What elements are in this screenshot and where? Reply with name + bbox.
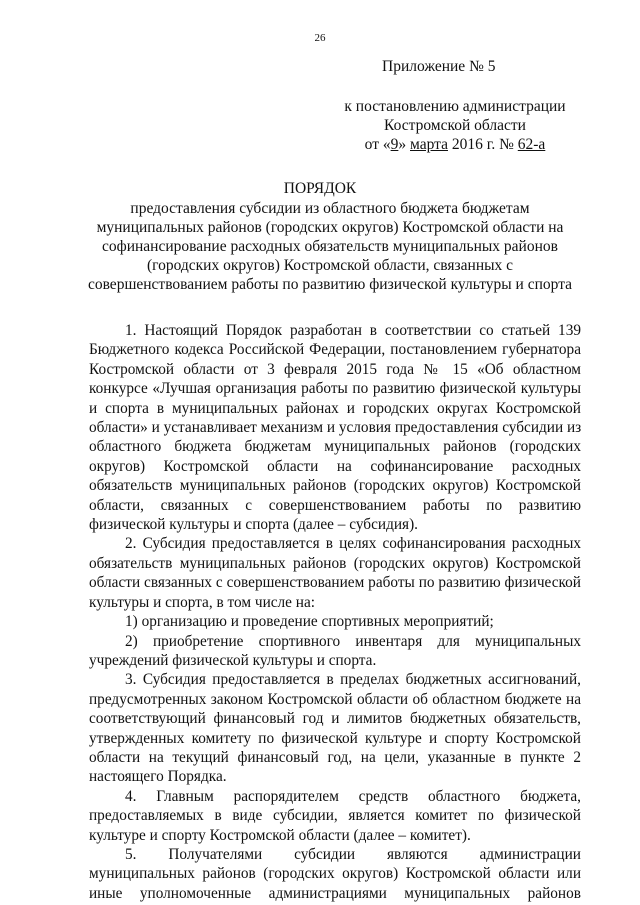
paragraph-3 — [89, 612, 581, 631]
paragraph-line: Бюджетного кодекса Российской Федерации, постановлением губернатора — [89, 341, 581, 359]
date-month: марта — [410, 136, 448, 153]
subtitle-line: муниципальных районов (городских округов) Костромской области на — [96, 219, 564, 236]
paragraph-line: округов) Костромской области на софинансирование расходных — [89, 457, 581, 475]
paragraph-line: обязательств муниципальных районов (городских округов) Костромской — [89, 477, 581, 495]
resolution-line-2: Костромской области — [384, 117, 526, 134]
paragraph-line: 5. Получателями субсидии являются администрации — [125, 845, 581, 863]
paragraph-line: и спорта в муниципальных районах и городских округах Костромской — [89, 399, 581, 417]
paragraph-line: области, связанных с совершенствованием работы по развитию — [89, 496, 581, 514]
paragraph-5 — [89, 670, 581, 786]
paragraph-6 — [89, 787, 581, 845]
paragraph-line: настоящего Порядка. — [89, 768, 227, 786]
paragraph-line: 2) приобретение спортивного инвентаря для муниципальных — [125, 632, 581, 650]
document-body — [89, 321, 581, 903]
paragraph-line: культуре и спорту Костромской области (далее – комитет). — [89, 826, 471, 844]
subtitle-line: (городских округов) Костромской области, связанных с — [146, 257, 514, 274]
paragraph-line: соответствующий финансовый год и лимитов бюджетных обязательств, — [89, 710, 581, 728]
subtitle-line: предоставления субсидии из областного бюджета бюджетам — [130, 200, 530, 217]
document-subtitle — [60, 199, 600, 294]
date-mid: » — [398, 136, 410, 153]
paragraph-line: области на текущий финансовый год, на цели, указанные в пункте 2 — [89, 748, 581, 766]
paragraph-line: 1. Настоящий Порядок разработан в соответствии со статьей 139 — [125, 322, 581, 339]
paragraph-line: иные уполномоченные администрациями муниципальных районов — [89, 884, 581, 902]
resolution-number: 62-а — [517, 136, 546, 153]
paragraph-line: конкурсе «Лучшая организация работы по развитию физической культуры — [89, 380, 581, 398]
paragraph-line: 4. Главным распорядителем средств областного бюджета, — [125, 787, 581, 805]
paragraph-line: предоставляемых в виде субсидии, является комитет по физической — [89, 807, 581, 825]
paragraph-7 — [89, 845, 581, 903]
date-year: 2016 г. № — [447, 136, 518, 153]
paragraph-4 — [89, 632, 581, 671]
paragraph-line: 3. Субсидия предоставляется в пределах бюджетных ассигнований, — [125, 671, 581, 689]
paragraph-line: культуры и спорта, в том числе на: — [89, 593, 316, 611]
paragraph-line: утвержденных комитету по физической культуре и спорту Костромской — [89, 729, 581, 747]
paragraph-line: области» и устанавливает механизм и условия предоставления субсидии из — [89, 419, 582, 437]
paragraph-line: муниципальных районов (городских округов) Костромской области или — [89, 865, 581, 883]
paragraph-1 — [89, 321, 581, 534]
appendix-label: Приложение № 5 — [382, 58, 496, 75]
date-day: 9 — [390, 136, 399, 153]
paragraph-line: предусмотренных законом Костромской области об областном бюджете на — [89, 690, 581, 708]
resolution-line-1: к постановлению администрации — [344, 98, 566, 115]
paragraph-line: области связанных с совершенствованием работы по развитию физической — [89, 574, 581, 592]
document-title: ПОРЯДОК — [283, 180, 357, 197]
paragraph-line: физической культуры и спорта (далее – субсидия). — [89, 516, 418, 534]
resolution-reference — [330, 97, 580, 154]
paragraph-line: Костромской области от 3 февраля 2015 года № 15 «Об областном — [89, 360, 581, 378]
paragraph-line: обязательств муниципальных районов (городских округов) Костромской — [89, 554, 581, 572]
paragraph-line: учреждений физической культуры и спорта. — [89, 651, 377, 669]
date-prefix: от « — [364, 136, 391, 153]
paragraph-2 — [89, 534, 581, 612]
page-number: 26 — [314, 32, 326, 44]
resolution-date-line — [330, 135, 580, 154]
subtitle-line: софинансирование расходных обязательств муниципальных районов — [102, 238, 558, 255]
subtitle-line: совершенствованием работы по развитию физической культуры и спорта — [87, 276, 573, 293]
paragraph-line: 2. Субсидия предоставляется в целях софинансирования расходных — [125, 535, 581, 553]
paragraph-line: областного бюджета бюджетам муниципальных районов (городских — [89, 438, 581, 456]
paragraph-line: 1) организацию и проведение спортивных мероприятий; — [125, 613, 494, 631]
